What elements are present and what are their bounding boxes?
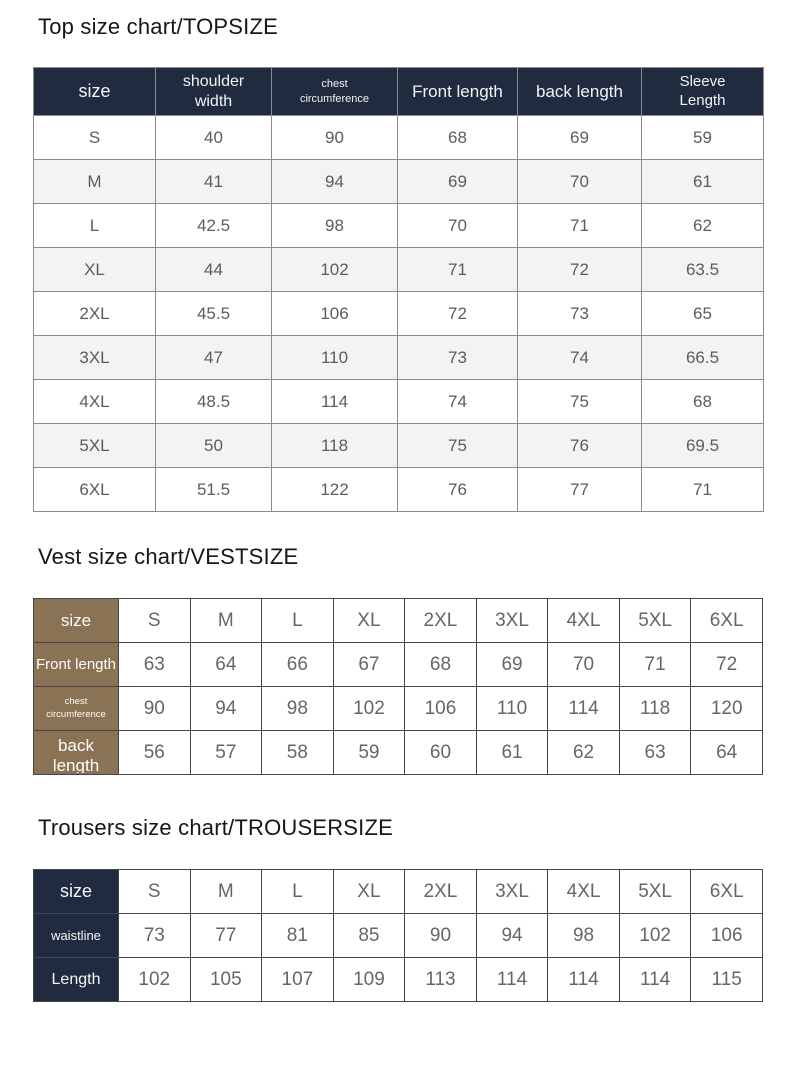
value-cell: 118: [619, 687, 691, 731]
value-cell: 41: [156, 160, 272, 204]
col-header-back-length: back length: [518, 68, 642, 116]
value-cell: 114: [476, 958, 548, 1002]
value-cell: 114: [548, 958, 620, 1002]
value-cell: 47: [156, 336, 272, 380]
row-header-back-length-text: back length: [52, 735, 100, 774]
size-cell: L: [34, 204, 156, 248]
table-row: [34, 643, 763, 687]
col-header-s: S: [119, 599, 191, 643]
col-header-l: L: [262, 599, 334, 643]
header-row: [34, 68, 764, 116]
size-cell: 6XL: [34, 468, 156, 512]
table-row: [34, 336, 764, 380]
value-cell: 102: [119, 958, 191, 1002]
value-cell: 73: [518, 292, 642, 336]
row-header-chest-circumference: chest circumference: [34, 687, 119, 731]
value-cell: 63: [619, 731, 691, 775]
value-cell: 77: [518, 468, 642, 512]
value-cell: 98: [548, 914, 620, 958]
table-row: [34, 914, 763, 958]
col-header-6xl: 6XL: [691, 870, 763, 914]
value-cell: 62: [642, 204, 764, 248]
value-cell: 51.5: [156, 468, 272, 512]
value-cell: 106: [272, 292, 398, 336]
value-cell: 60: [405, 731, 477, 775]
row-header-length: Length: [34, 958, 119, 1002]
col-header-size: size: [34, 68, 156, 116]
value-cell: 44: [156, 248, 272, 292]
value-cell: 69: [476, 643, 548, 687]
value-cell: 67: [333, 643, 405, 687]
top-size-title: Top size chart/TOPSIZE: [38, 14, 278, 39]
value-cell: 61: [476, 731, 548, 775]
value-cell: 73: [119, 914, 191, 958]
value-cell: 71: [619, 643, 691, 687]
size-cell: M: [34, 160, 156, 204]
value-cell: 71: [518, 204, 642, 248]
col-header-m: M: [190, 870, 262, 914]
value-cell: 68: [405, 643, 477, 687]
value-cell: 115: [691, 958, 763, 1002]
clipped-cell-extension: [34, 773, 119, 775]
value-cell: 90: [272, 116, 398, 160]
table-row: [34, 687, 763, 731]
col-header-l: L: [262, 870, 334, 914]
table-row: [34, 380, 764, 424]
value-cell: 102: [333, 687, 405, 731]
value-cell: 69: [398, 160, 518, 204]
size-cell: S: [34, 116, 156, 160]
table-row: [34, 468, 764, 512]
table-row: [34, 160, 764, 204]
value-cell: 66: [262, 643, 334, 687]
value-cell: 65: [642, 292, 764, 336]
col-header-m: M: [190, 599, 262, 643]
value-cell: 122: [272, 468, 398, 512]
value-cell: 71: [398, 248, 518, 292]
value-cell: 69: [518, 116, 642, 160]
col-header-2xl: 2XL: [405, 870, 477, 914]
value-cell: 102: [619, 914, 691, 958]
header-row: [34, 599, 763, 643]
value-cell: 98: [262, 687, 334, 731]
value-cell: 85: [333, 914, 405, 958]
col-header-5xl: 5XL: [619, 599, 691, 643]
corner-header-size: size: [34, 870, 119, 914]
value-cell: 102: [272, 248, 398, 292]
value-cell: 107: [262, 958, 334, 1002]
col-header-6xl: 6XL: [691, 599, 763, 643]
value-cell: 110: [272, 336, 398, 380]
value-cell: 114: [272, 380, 398, 424]
value-cell: 64: [691, 731, 763, 775]
col-header-2xl: 2XL: [405, 599, 477, 643]
value-cell: 68: [398, 116, 518, 160]
table-row: [34, 424, 764, 468]
col-header-chest-circumference: chest circumference: [272, 68, 398, 116]
table-row: [34, 248, 764, 292]
value-cell: 75: [398, 424, 518, 468]
value-cell: 110: [476, 687, 548, 731]
value-cell: 63.5: [642, 248, 764, 292]
trousers-size-table: [33, 869, 763, 1002]
value-cell: 57: [190, 731, 262, 775]
col-header-3xl: 3XL: [476, 599, 548, 643]
value-cell: 45.5: [156, 292, 272, 336]
value-cell: 70: [548, 643, 620, 687]
value-cell: 63: [119, 643, 191, 687]
value-cell: 59: [333, 731, 405, 775]
table-row: [34, 731, 763, 775]
table-row: [34, 958, 763, 1002]
value-cell: 106: [691, 914, 763, 958]
value-cell: 81: [262, 914, 334, 958]
col-header-4xl: 4XL: [548, 599, 620, 643]
value-cell: 64: [190, 643, 262, 687]
value-cell: 74: [518, 336, 642, 380]
value-cell: 94: [272, 160, 398, 204]
header-row: [34, 870, 763, 914]
trousers-size-title: Trousers size chart/TROUSERSIZE: [38, 815, 394, 840]
top-size-table: [33, 67, 764, 512]
col-header-4xl: 4XL: [548, 870, 620, 914]
size-cell: XL: [34, 248, 156, 292]
col-header-5xl: 5XL: [619, 870, 691, 914]
value-cell: 90: [119, 687, 191, 731]
col-header-3xl: 3XL: [476, 870, 548, 914]
vest-size-title: Vest size chart/VESTSIZE: [38, 544, 299, 569]
value-cell: 68: [642, 380, 764, 424]
value-cell: 40: [156, 116, 272, 160]
value-cell: 72: [398, 292, 518, 336]
value-cell: 113: [405, 958, 477, 1002]
value-cell: 94: [476, 914, 548, 958]
size-cell: 3XL: [34, 336, 156, 380]
row-header-waistline: waistline: [34, 914, 119, 958]
value-cell: 76: [398, 468, 518, 512]
value-cell: 66.5: [642, 336, 764, 380]
col-header-xl: XL: [333, 599, 405, 643]
value-cell: 77: [190, 914, 262, 958]
value-cell: 94: [190, 687, 262, 731]
col-header-sleeve-length: Sleeve Length: [642, 68, 764, 116]
value-cell: 58: [262, 731, 334, 775]
value-cell: 50: [156, 424, 272, 468]
value-cell: 106: [405, 687, 477, 731]
value-cell: 76: [518, 424, 642, 468]
corner-header-size: size: [34, 599, 119, 643]
table-row: [34, 116, 764, 160]
value-cell: 90: [405, 914, 477, 958]
value-cell: 42.5: [156, 204, 272, 248]
value-cell: 48.5: [156, 380, 272, 424]
value-cell: 62: [548, 731, 620, 775]
value-cell: 98: [272, 204, 398, 248]
size-cell: 4XL: [34, 380, 156, 424]
value-cell: 69.5: [642, 424, 764, 468]
value-cell: 70: [518, 160, 642, 204]
value-cell: 59: [642, 116, 764, 160]
col-header-front-length: Front length: [398, 68, 518, 116]
size-cell: 5XL: [34, 424, 156, 468]
value-cell: 72: [518, 248, 642, 292]
value-cell: 73: [398, 336, 518, 380]
row-header-front-length: Front length: [34, 643, 119, 687]
value-cell: 114: [548, 687, 620, 731]
value-cell: 114: [619, 958, 691, 1002]
value-cell: 70: [398, 204, 518, 248]
value-cell: 75: [518, 380, 642, 424]
size-cell: 2XL: [34, 292, 156, 336]
vest-size-table: [33, 598, 763, 775]
value-cell: 56: [119, 731, 191, 775]
value-cell: 105: [190, 958, 262, 1002]
row-header-back-length: [34, 731, 119, 775]
col-header-s: S: [119, 870, 191, 914]
table-row: [34, 292, 764, 336]
value-cell: 61: [642, 160, 764, 204]
table-row: [34, 204, 764, 248]
value-cell: 74: [398, 380, 518, 424]
value-cell: 109: [333, 958, 405, 1002]
value-cell: 71: [642, 468, 764, 512]
value-cell: 120: [691, 687, 763, 731]
value-cell: 72: [691, 643, 763, 687]
col-header-shoulder-width: shoulder width: [156, 68, 272, 116]
value-cell: 118: [272, 424, 398, 468]
col-header-xl: XL: [333, 870, 405, 914]
